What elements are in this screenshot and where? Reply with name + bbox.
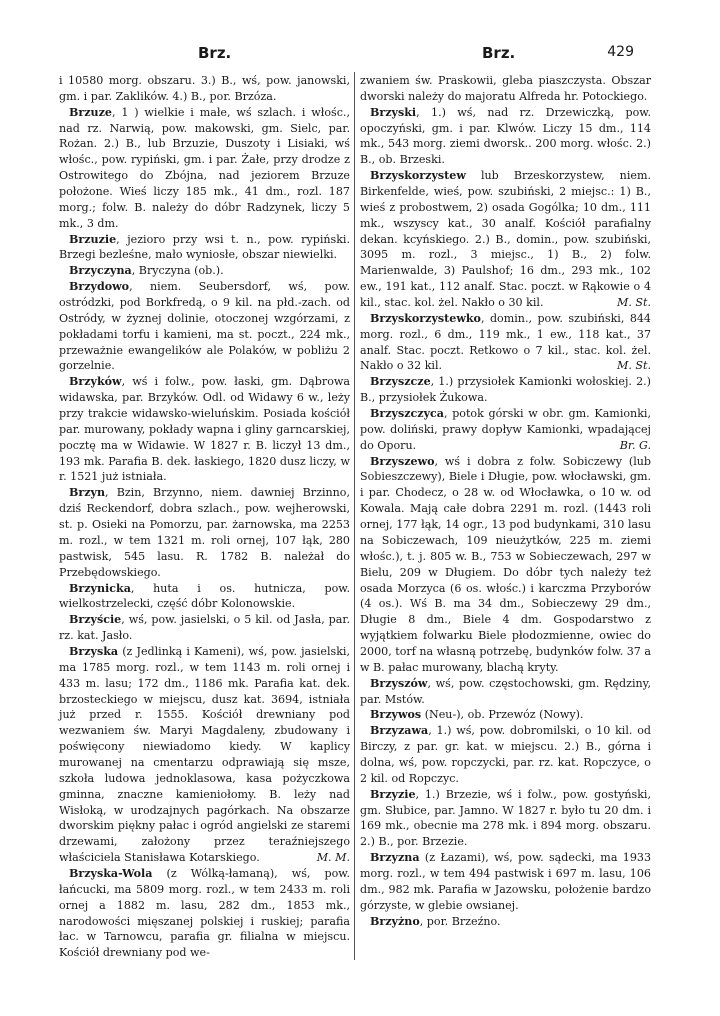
running-head-left: Brz. (198, 44, 232, 62)
entry-headword: Brzyska (69, 644, 119, 658)
dictionary-entry (59, 612, 350, 644)
dictionary-entry (360, 73, 651, 105)
dictionary-entry (360, 105, 651, 168)
entry-headword: Brzyski (370, 105, 417, 119)
left-column (59, 73, 350, 961)
entry-text: , wś i folw., pow. łaski, gm. Dąbrowa widawska, par. Brzyków. Odl. od Widawy 6 w., leży przy trakcie widawsko-wieluńskim. Posiada kościół par. murowany, pokłady wapna i gliny garncarskiej, pocztę ma w Widawie. W 1827 r. B. liczył 13 dm., 193 mk. Parafia B. dek. łaskiego, 1820 dusz liczy, w r. 1521 już istniała. (59, 375, 350, 484)
entry-text: (z Łazami), wś, pow. sądecki, ma 1933 morg. rozl., w tem 494 pastwisk i 697 m. lasu, 106 dm., 982 mk. Parafia w Jazowsku, położenie bardzo górzyste, w glebie owsianej. (360, 851, 651, 912)
entry-text: (Neu-), ob. Przewóz (Nowy). (421, 708, 584, 722)
entry-text: , wś i dobra z folw. Sobiczewy (lub Sobieszczewy), Biele i Długie, pow. włocławski, gm. i par. Chodecz, o 28 w. od Włocławka, o 10 w. od Kowala. Mają całe dobra 2291 m. rozl. (1443 roli ornej, 177 łąk, 14 ogr., 13 pod budynkami, 310 lasu na Sobiczewach, 109 nieużytków, 225 m. ziemi włośc.), t. j. 805 w. B., 753 w Sobieczewach, 297 w Bielu, 209 w Długiem. Do dóbr tych należy też osada Morzyca (6 os. włośc.) i karczma Przyborów (4 os.). Wś B. ma 34 dm., Sobieczewy 29 dm., Długie 8 dm., Biele 4 dm. Gospodarstwo z wyjątkiem folwarku Biele płodozmienne, owiec do 2000, torf na własną potrzebę, budynków folw. 37 a w B. pałac murowany, blachą kryty. (360, 454, 652, 674)
entry-headword: Brzyście (69, 613, 122, 627)
dictionary-entry (360, 406, 651, 454)
entry-text: zwaniem św. Praskowii, gleba piaszczysta. Obszar dworski należy do majoratu Alfreda hr. Potockiego. (360, 74, 651, 103)
page-number: 429 (607, 44, 634, 60)
dictionary-entry (360, 787, 651, 850)
entry-text: , Bzin, Brzynno, niem. dawniej Brzinno, dziś Reckendorf, dobra szlach., pow. wejherowski, st. p. Osieki na Pomorzu, par. żarnowska, ma 2253 m. rozl., w tem 1321 m. roli ornej, 107 łąk, 280 pastwisk, 545 lasu. R. 1782 B. należał do Przebędowskiego. (59, 486, 350, 579)
dictionary-entry (59, 279, 350, 374)
entry-headword: Brzyszów (370, 676, 428, 690)
entry-text: , domin., pow. szubiński, 844 morg. rozl., 6 dm., 119 mk., 1 ew., 118 kat., 37 analf. Stac. poczt. Retkowo o 7 kil., stac. kol. żel. Nakło o 32 kil. (360, 311, 651, 373)
entry-headword: Brzyszczyca (370, 407, 444, 421)
entry-headword: Brzyskorzystew (370, 169, 466, 183)
dictionary-entry (59, 263, 350, 279)
entry-headword: Brzuze (69, 105, 112, 119)
dictionary-entry (59, 866, 350, 961)
entry-headword: Brzuzie (69, 232, 117, 246)
dictionary-entry (59, 232, 350, 264)
right-column (360, 73, 651, 929)
dictionary-entry (360, 454, 651, 676)
entry-author-signature: M. St. (617, 359, 651, 373)
entry-text: , 1.) przysiołek Kamionki wołoskiej. 2.) B., przysiołek Żukowa. (360, 375, 651, 405)
entry-text: , wś, pow. jasielski, o 5 kil. od Jasła, par. rz. kat. Jasło. (59, 613, 350, 643)
entry-text: (z Wólką-łamaną), wś, pow. łańcucki, ma 5809 morg. rozl., w tem 2433 m. roli ornej a 1882 m. lasu, 282 dm., 1853 mk., narodowości mięszanej polskiej i ruskiej; parafia łac. w Tarnowcu, parafia gr. filialna w miejscu. Kościół drewniany pod we- (59, 866, 350, 960)
entry-text: , wś, pow. częstochowski, gm. Rędziny, par. Mstów. (360, 676, 651, 706)
dictionary-entry (59, 105, 350, 232)
entry-headword: Brzyzawa (370, 724, 429, 738)
dictionary-entry (360, 850, 651, 913)
entry-text: , potok górski w obr. gm. Kamionki, pow. doliński, prawy dopływ Kamionki, wpadającej do Oporu. (360, 407, 651, 452)
entry-text: i 10580 morg. obszaru. 3.) B., wś, pow. janowski, gm. i par. Zaklików. 4.) B., por. Brzóza. (59, 74, 350, 103)
entry-headword: Brzyżno (370, 914, 420, 928)
entry-author-signature: M. M. (316, 851, 350, 865)
entry-text: , niem. Seubersdorf, wś, pow. ostródzki, pod Borkfredą, o 9 kil. na płd.-zach. od Ostródy, w żyznej dolinie, otoczonej wzgórzami, z pokładami torfu i kamieni, ma st. poczt., 224 mk., przeważnie ewangelików ale Polaków, w pobliżu 2 gorzelnie. (59, 280, 350, 373)
dictionary-entry (59, 644, 350, 866)
entry-text: (z Jedlinką i Kameni), wś, pow. jasielski, ma 1785 morg. rozl., w tem 1143 m. roli ornej i 433 m. lasu; 172 dm., 1186 mk. Parafia kat. dek. brzosteckiego w miejscu, dusz kat. 3694, istniała już przed r. 1555. Kościół drewniany pod wezwaniem św. Maryi Magdaleny, zbudowany i poświęcony niewiadomo kiedy. W kaplicy murowanej na cmentarzu odprawiają się msze, szkoła ludowa jednoklasowa, kasa pożyczkowa gminna, znaczne kamieniołomy. B. leży nad Wisłoką, w urodzajnych pagórkach. Na obszarze dworskim piękny pałac i ogród angielski ze staremi drzewami, założony przez teraźniejszego właściciela Stanisława Kotarskiego. (59, 644, 350, 865)
dictionary-entry (360, 311, 651, 374)
entry-text: , por. Brzeźno. (419, 914, 501, 928)
entry-headword: Brzyków (69, 375, 122, 389)
dictionary-entry (59, 73, 350, 105)
dictionary-entry (59, 374, 350, 485)
entry-headword: Brzyzie (370, 787, 416, 801)
entry-headword: Brzyszcze (370, 375, 431, 389)
entry-author-signature: Br. G. (619, 438, 651, 452)
entry-headword: Brzyzna (370, 851, 420, 865)
entry-headword: Brzyszewo (370, 454, 435, 468)
dictionary-entry (360, 707, 651, 723)
entry-headword: Brzywos (370, 708, 422, 722)
dictionary-entry (360, 723, 651, 786)
entry-text: , Bryczyna (ob.). (131, 264, 224, 278)
dictionary-entry (360, 914, 651, 930)
entry-headword: Brzydowo (69, 280, 130, 294)
entry-headword: Brzyczyna (69, 264, 132, 278)
entry-text: lub Brzeskorzystew, niem. Birkenfelde, wieś, pow. szubiński, 2 miejsc.: 1) B., wieś z probostwem, 2) osada Gogólka; 10 dm., 111 mk., wszyscy kat., 30 analf. Kościół parafialny dekan. kcyńskiego. 2.) B., domin., pow. szubiński, 3095 m. rozl., 3 miejsc., 1) B., 2) folw. Marienwalde, 3) Paulshof; 16 dm., 293 mk., 102 ew., 191 kat., 112 analf. Stac. poczt. w Rąkowie o 4 kil., stac. kol. żel. Nakło o 30 kil. (360, 169, 651, 310)
entry-headword: Brzyskorzystewko (370, 311, 481, 325)
dictionary-entry (360, 168, 651, 311)
column-divider (354, 72, 355, 960)
entry-text: , 1 ) wielkie i małe, wś szlach. i włośc., nad rz. Narwią, pow. makowski, gm. Sielc, par. Rożan. 2.) B., lub Brzuzie, Duszoty i Lisiaki, wś włośc., pow. rypiński, gm. i par. Żałe, przy drodze z Ostrowitego do Zbójna, nad jeziorem Brzuze położone. Wieś liczy 185 mk., 41 dm., rozl. 187 morg.; folw. B. należy do dóbr Radzynek, liczy 5 mk., 3 dm. (59, 105, 350, 230)
entry-text: , 1.) wś, pow. dobromilski, o 10 kil. od Birczy, z par. gr. kat. w miejscu. 2.) B., górna i dolna, wś, pow. ropczycki, par. rz. kat. Ropczyce, o 2 kil. od Ropczyc. (360, 724, 651, 785)
dictionary-entry (360, 374, 651, 406)
entry-text: , huta i os. hutnicza, pow. wielkostrzelecki, część dóbr Kolonowskie. (59, 581, 350, 611)
entry-headword: Brzyska-Wola (69, 866, 153, 880)
entry-text: , jezioro przy wsi t. n., pow. rypiński. Brzegi bezleśne, mało wyniosłe, obszar niewielki. (59, 232, 350, 262)
entry-text: , 1.) wś, nad rz. Drzewiczką, pow. opoczyński, gm. i par. Klwów. Liczy 15 dm., 114 mk., 543 morg. ziemi dworsk.. 200 morg. włośc. 2.) B., ob. Brzeski. (360, 105, 651, 167)
dictionary-entry (59, 581, 350, 613)
running-head-center: Brz. (482, 44, 516, 62)
entry-text: , 1.) Brzezie, wś i folw., pow. gostyński, gm. Słubice, par. Jamno. W 1827 r. było tu 20 dm. i 169 mk., obecnie ma 278 mk. i 894 morg. obszaru. 2.) B., por. Brzezie. (360, 787, 651, 849)
dictionary-entry (360, 676, 651, 708)
entry-author-signature: M. St. (617, 296, 651, 310)
dictionary-entry (59, 485, 350, 580)
entry-headword: Brzyn (69, 486, 106, 500)
entry-headword: Brzynicka (69, 581, 131, 595)
